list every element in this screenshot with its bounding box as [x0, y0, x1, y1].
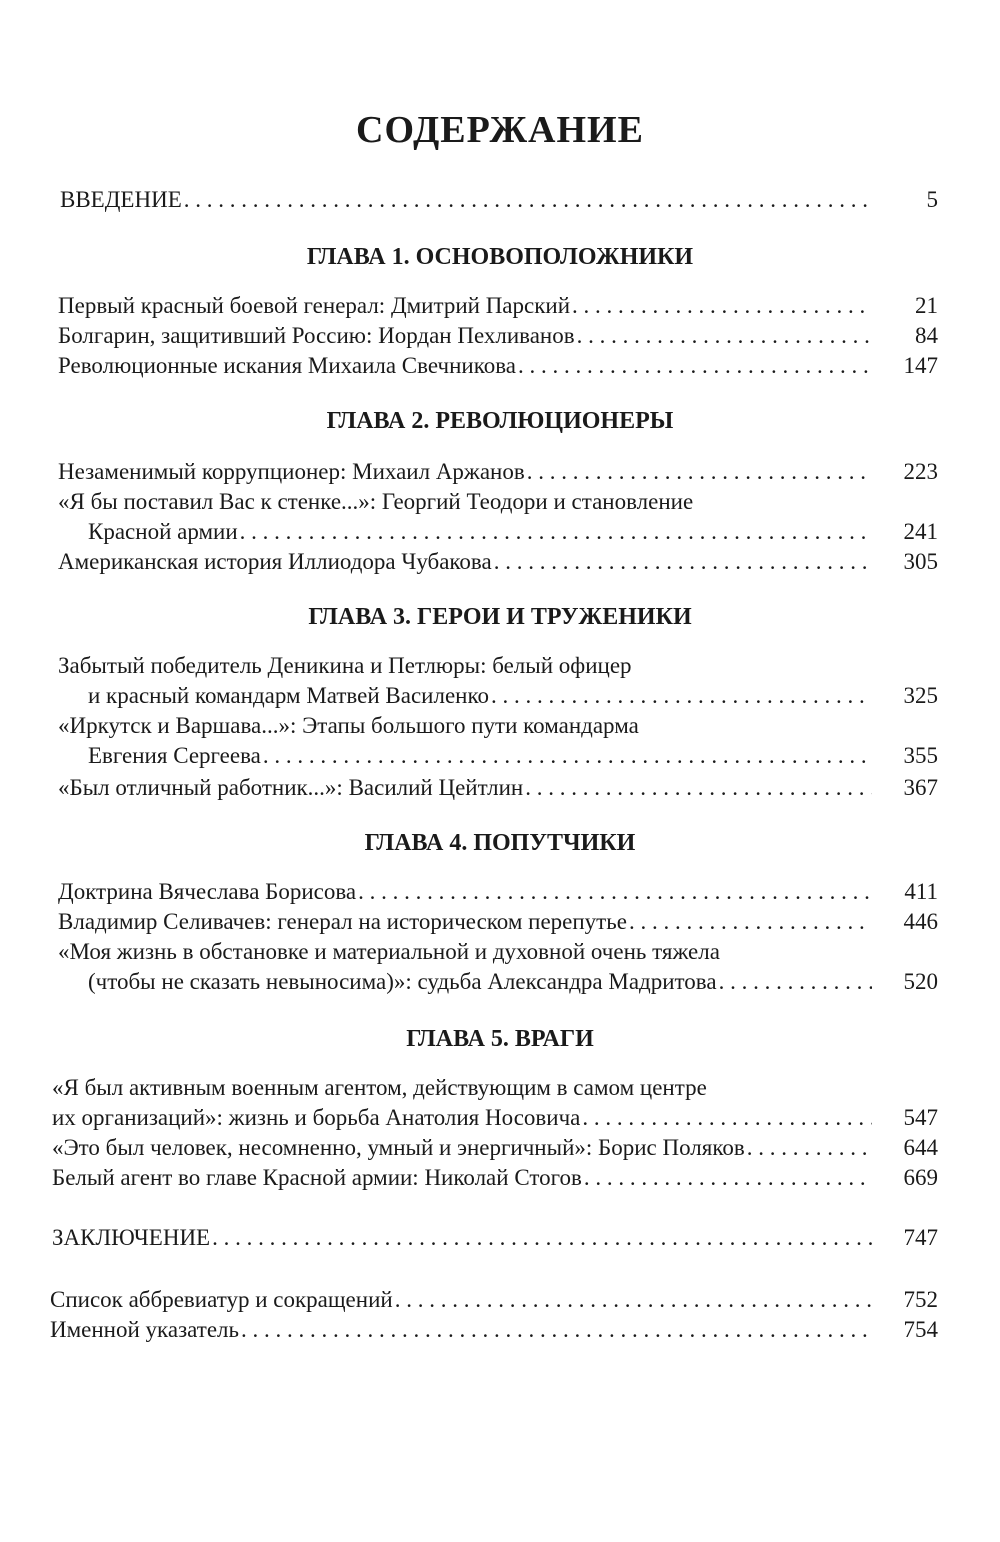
chapter-heading: ГЛАВА 3. ГЕРОИ И ТРУЖЕНИКИ — [308, 604, 692, 630]
toc-entry[interactable] — [0, 1132, 1000, 1164]
toc-entry[interactable] — [0, 740, 1000, 772]
toc-entry-text: Владимир Селивачев: генерал на историческом перепутье — [58, 909, 627, 934]
toc-entry[interactable] — [0, 456, 1000, 488]
toc-entry-text: и красный командарм Матвей Василенко — [88, 683, 489, 708]
toc-page-number: 21 — [915, 293, 938, 318]
toc-entry-text: Американская история Иллиодора Чубакова — [58, 549, 492, 574]
toc-entry[interactable] — [0, 350, 1000, 382]
toc-page-number: 367 — [903, 775, 938, 800]
toc-entry-text: Революционные искания Михаила Свечникова — [58, 353, 516, 378]
toc-entry-intro[interactable] — [0, 184, 1000, 216]
toc-entry[interactable] — [0, 906, 1000, 938]
toc-page-number: 355 — [903, 743, 938, 768]
toc-entry-text: Белый агент во главе Красной армии: Николай Стогов — [52, 1165, 582, 1190]
toc-entry-text: Первый красный боевой генерал: Дмитрий Парский — [58, 293, 571, 318]
toc-entry-text: «Это был человек, несомненно, умный и энергичный»: Борис Поляков — [52, 1135, 745, 1160]
toc-page-number: 520 — [903, 969, 938, 994]
toc-page-number: 325 — [903, 683, 938, 708]
toc-page-number: 241 — [903, 519, 938, 544]
toc-entry[interactable] — [0, 546, 1000, 578]
toc-entry[interactable] — [0, 1102, 1000, 1134]
toc-entry[interactable] — [0, 680, 1000, 712]
toc-entry-name-index[interactable] — [0, 1314, 1000, 1346]
toc-entry-text: ЗАКЛЮЧЕНИЕ — [52, 1225, 211, 1250]
toc-page-number: 5 — [926, 187, 938, 212]
toc-page-number: 747 — [903, 1225, 938, 1250]
toc-entry-first-line[interactable]: Забытый победитель Деникина и Петлюры: белый офицер — [58, 653, 632, 678]
chapter-heading: ГЛАВА 4. ПОПУТЧИКИ — [364, 830, 636, 856]
toc-page-number: 446 — [903, 909, 938, 934]
toc-page-number: 223 — [903, 459, 938, 484]
toc-page-number: 547 — [903, 1105, 938, 1130]
toc-entry[interactable] — [0, 290, 1000, 322]
toc-entry-conclusion[interactable] — [0, 1222, 1000, 1254]
toc-entry-first-line[interactable]: «Иркутск и Варшава...»: Этапы большого пути командарма — [58, 713, 639, 738]
toc-entry[interactable] — [0, 516, 1000, 548]
toc-entry-text: Болгарин, защитивший Россию: Иордан Пехливанов — [58, 323, 575, 348]
toc-page-number: 669 — [903, 1165, 938, 1190]
page-title: СОДЕРЖАНИЕ — [356, 109, 644, 151]
toc-entry[interactable] — [0, 1162, 1000, 1194]
toc-entry[interactable] — [0, 966, 1000, 998]
toc-entry-text: ВВЕДЕНИЕ — [60, 187, 182, 212]
toc-entry-first-line[interactable]: «Я был активным военным агентом, действующим в самом центре — [52, 1075, 707, 1100]
toc-entry-text: Доктрина Вячеслава Борисова — [58, 879, 357, 904]
toc-entry[interactable] — [0, 876, 1000, 908]
toc-page-number: 754 — [903, 1317, 938, 1342]
toc-page-number: 305 — [903, 549, 938, 574]
toc-entry-text: Именной указатель — [50, 1317, 240, 1342]
toc-page-number: 147 — [903, 353, 938, 378]
toc-page-number: 411 — [904, 879, 938, 904]
toc-entry-text: Список аббревиатур и сокращений — [50, 1287, 393, 1312]
toc-entry[interactable] — [0, 320, 1000, 352]
toc-page-number: 644 — [903, 1135, 938, 1160]
toc-page-number: 84 — [915, 323, 938, 348]
toc-entry-text: (чтобы не сказать невыносима)»: судьба Александра Мадритова — [88, 969, 717, 994]
toc-entry-first-line[interactable]: «Я бы поставил Вас к стенке...»: Георгий Теодори и становление — [58, 489, 694, 514]
toc-entry-text: Незаменимый коррупционер: Михаил Аржанов — [58, 459, 525, 484]
chapter-heading: ГЛАВА 5. ВРАГИ — [406, 1026, 594, 1052]
toc-entry-text: Евгения Сергеева — [88, 743, 261, 768]
toc-entry[interactable] — [0, 772, 1000, 804]
toc-entry-abbreviations[interactable] — [0, 1284, 1000, 1316]
toc-entry-first-line[interactable]: «Моя жизнь в обстановке и материальной и духовной очень тяжела — [58, 939, 720, 964]
chapter-heading: ГЛАВА 1. ОСНОВОПОЛОЖНИКИ — [306, 244, 694, 270]
toc-entry-text: Красной армии — [88, 519, 238, 544]
toc-entry-text: их организаций»: жизнь и борьба Анатолия Носовича — [52, 1105, 581, 1130]
chapter-heading: ГЛАВА 2. РЕВОЛЮЦИОНЕРЫ — [326, 408, 674, 434]
toc-page-number: 752 — [903, 1287, 938, 1312]
toc-entry-text: «Был отличный работник...»: Василий Цейтлин — [58, 775, 524, 800]
